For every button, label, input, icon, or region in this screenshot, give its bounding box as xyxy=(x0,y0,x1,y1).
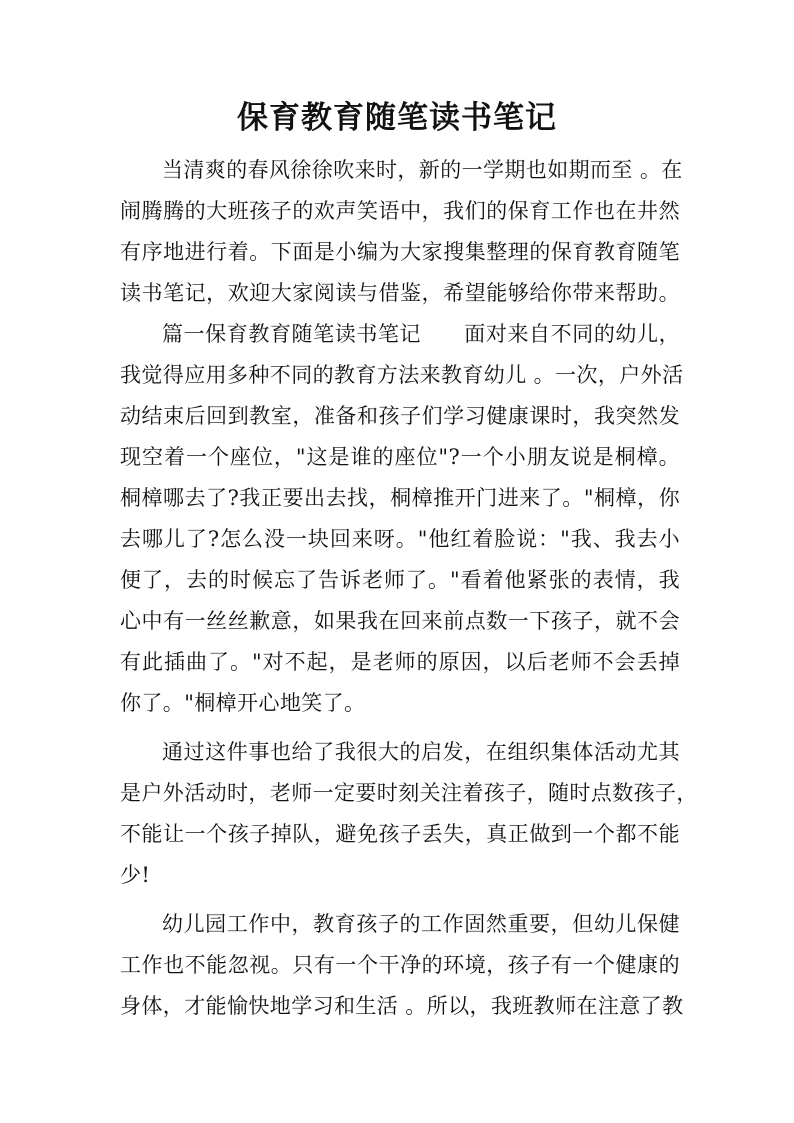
paragraph-line: 去哪儿了?怎么没一块回来呀。"他红着脸说："我、我去小 xyxy=(120,527,680,551)
paragraph-line: 不能让一个孩子掉队，避免孩子丢失，真正做到一个都不能 xyxy=(120,822,680,846)
paragraph-line: 动结束后回到教室，准备和孩子们学习健康课时，我突然发 xyxy=(120,404,680,428)
paragraph-line: 身体，才能愉快地学习和生活 。所以，我班教师在注意了教 xyxy=(120,994,684,1018)
paragraph-line: 读书笔记，欢迎大家阅读与借鉴，希望能够给你带来帮助。 xyxy=(120,281,680,305)
paragraph-line: 有序地进行着。下面是小编为大家搜集整理的保育教育随笔 xyxy=(120,240,680,264)
paragraph-spacer xyxy=(120,724,680,732)
paragraph-line: 便了，去的时候忘了告诉老师了。"看着他紧张的表情，我 xyxy=(120,568,680,592)
paragraph-health xyxy=(120,904,684,1027)
paragraph-line: 少! xyxy=(120,863,151,887)
paragraph-line: 是户外活动时，老师一定要时刻关注着孩子，随时点数孩子， xyxy=(120,781,698,805)
paragraph-line: 工作也不能忽视。只有一个干净的环境，孩子有一个健康的 xyxy=(120,953,680,977)
paragraph-line: 有此插曲了。"对不起，是老师的原因，以后老师不会丢掉 xyxy=(120,650,680,674)
paragraph-line: 通过这件事也给了我很大的启发，在组织集体活动尤其 xyxy=(162,740,680,764)
paragraph-line: 篇一保育教育随笔读书笔记 面对来自不同的幼儿， xyxy=(162,322,680,346)
paragraph-line: 当清爽的春风徐徐吹来时，新的一学期也如期而至 。在 xyxy=(162,158,683,182)
paragraph-line: 现空着一个座位，"这是谁的座位"?一个小朋友说是桐樟。 xyxy=(120,445,680,469)
paragraph-line: 心中有一丝丝歉意，如果我在回来前点数一下孩子，就不会 xyxy=(120,609,680,633)
paragraph-spacer xyxy=(120,896,680,904)
paragraph-line: 我觉得应用多种不同的教育方法来教育幼儿 。一次，户外活 xyxy=(120,363,684,387)
document-title: 保育教育随笔读书笔记 xyxy=(237,100,557,136)
paragraph-line: 你了。"桐樟开心地笑了。 xyxy=(120,691,366,715)
document-body xyxy=(120,150,698,1027)
paragraph-line: 闹腾腾的大班孩子的欢声笑语中，我们的保育工作也在井然 xyxy=(120,199,680,223)
paragraph-intro xyxy=(120,150,683,314)
paragraph-line: 幼儿园工作中，教育孩子的工作固然重要，但幼儿保健 xyxy=(162,912,680,936)
paragraph-line: 桐樟哪去了?我正要出去找，桐樟推开门进来了。"桐樟，你 xyxy=(120,486,680,510)
paragraph-reflection xyxy=(120,732,698,896)
paragraph-story xyxy=(120,314,684,724)
